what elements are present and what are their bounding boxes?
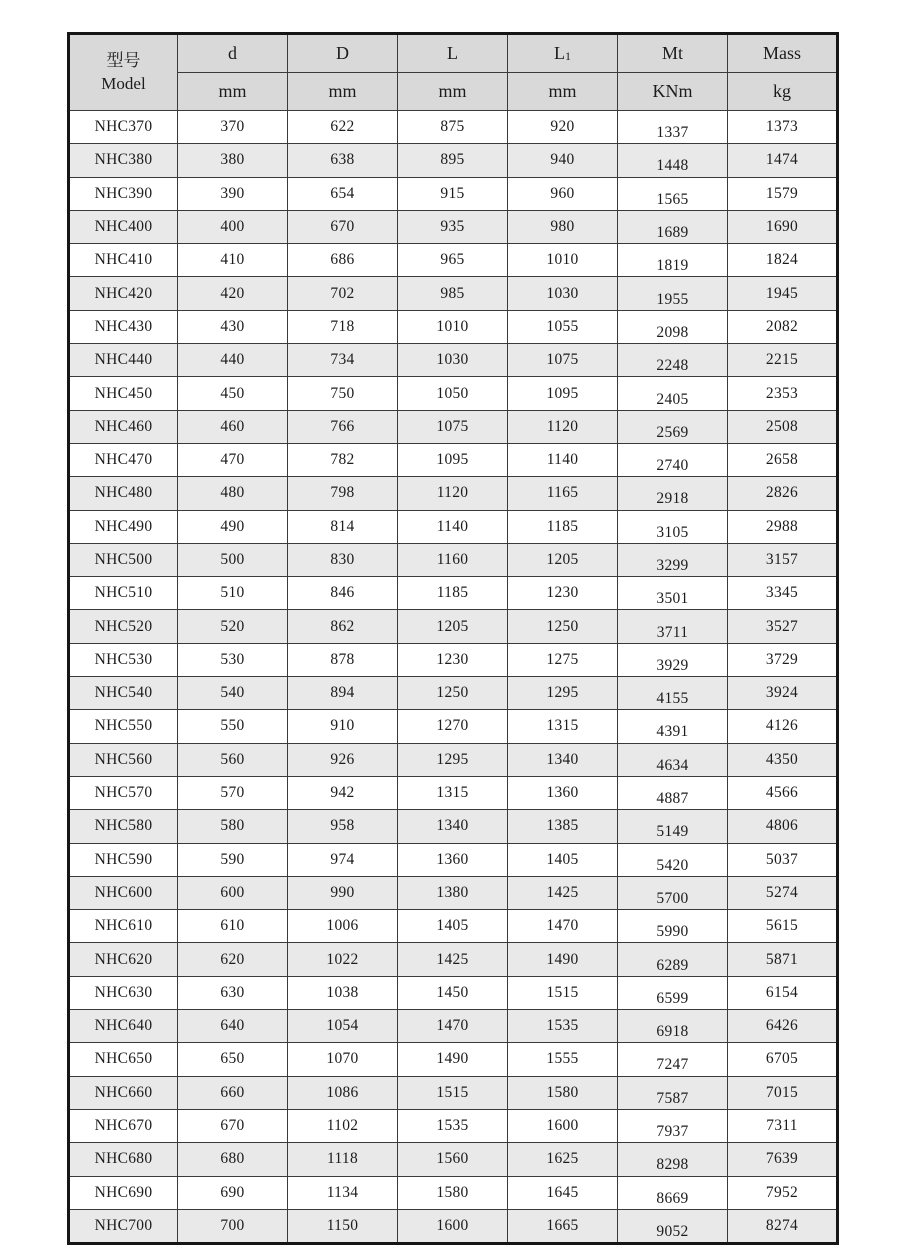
model-cell: NHC660: [69, 1076, 178, 1109]
model-cell: NHC700: [69, 1209, 178, 1243]
value-cell: 1185: [398, 577, 508, 610]
model-cell: NHC370: [69, 111, 178, 144]
value-cell: 1102: [288, 1109, 398, 1142]
value-cell: 1150: [288, 1209, 398, 1243]
table-row: [69, 843, 838, 876]
value-cell: 3527: [728, 610, 838, 643]
table-row: [69, 610, 838, 643]
value-cell: 1205: [508, 543, 618, 576]
unit-Mt: KNm: [618, 73, 728, 111]
model-cell: NHC560: [69, 743, 178, 776]
value-cell: 1337: [618, 111, 728, 144]
value-cell: 1315: [508, 710, 618, 743]
value-cell: 1579: [728, 177, 838, 210]
value-cell: 5990: [618, 910, 728, 943]
unit-D: mm: [288, 73, 398, 111]
value-cell: 1022: [288, 943, 398, 976]
value-cell: 480: [178, 477, 288, 510]
table-row: [69, 577, 838, 610]
value-cell: 4126: [728, 710, 838, 743]
value-cell: 1118: [288, 1143, 398, 1176]
model-cell: NHC470: [69, 443, 178, 476]
value-cell: 4887: [618, 776, 728, 809]
header-model-cn: 型号: [106, 50, 141, 70]
value-cell: 1580: [508, 1076, 618, 1109]
value-cell: 1250: [398, 677, 508, 710]
value-cell: 6154: [728, 976, 838, 1009]
value-cell: 1600: [398, 1209, 508, 1243]
value-cell: 4155: [618, 677, 728, 710]
value-cell: 814: [288, 510, 398, 543]
header-model: [69, 34, 178, 111]
model-cell: NHC610: [69, 910, 178, 943]
value-cell: 920: [508, 111, 618, 144]
table-row: [69, 443, 838, 476]
model-cell: NHC530: [69, 643, 178, 676]
value-cell: 1050: [398, 377, 508, 410]
value-cell: 7587: [618, 1076, 728, 1109]
value-cell: 1275: [508, 643, 618, 676]
model-cell: NHC540: [69, 677, 178, 710]
value-cell: 895: [398, 144, 508, 177]
value-cell: 985: [398, 277, 508, 310]
value-cell: 670: [288, 210, 398, 243]
value-cell: 1270: [398, 710, 508, 743]
model-cell: NHC460: [69, 410, 178, 443]
value-cell: 4634: [618, 743, 728, 776]
value-cell: 2658: [728, 443, 838, 476]
table-header: [69, 34, 838, 111]
value-cell: 430: [178, 310, 288, 343]
table-row: [69, 210, 838, 243]
value-cell: 7311: [728, 1109, 838, 1142]
value-cell: 470: [178, 443, 288, 476]
value-cell: 510: [178, 577, 288, 610]
value-cell: 1560: [398, 1143, 508, 1176]
value-cell: 915: [398, 177, 508, 210]
value-cell: 3501: [618, 577, 728, 610]
model-cell: NHC570: [69, 776, 178, 809]
table-row: [69, 310, 838, 343]
table-row: [69, 1109, 838, 1142]
value-cell: 570: [178, 776, 288, 809]
value-cell: 5149: [618, 810, 728, 843]
value-cell: 1405: [508, 843, 618, 876]
value-cell: 6918: [618, 1010, 728, 1043]
value-cell: 9052: [618, 1209, 728, 1243]
value-cell: 5700: [618, 876, 728, 909]
value-cell: 1665: [508, 1209, 618, 1243]
value-cell: 1645: [508, 1176, 618, 1209]
table-row: [69, 410, 838, 443]
value-cell: 640: [178, 1010, 288, 1043]
model-cell: NHC500: [69, 543, 178, 576]
value-cell: 1425: [398, 943, 508, 976]
model-cell: NHC590: [69, 843, 178, 876]
table-row: [69, 776, 838, 809]
value-cell: 1205: [398, 610, 508, 643]
table-row: [69, 144, 838, 177]
table-body: [69, 111, 838, 1244]
value-cell: 1450: [398, 976, 508, 1009]
value-cell: 782: [288, 443, 398, 476]
value-cell: 974: [288, 843, 398, 876]
table-row: [69, 910, 838, 943]
table-row: [69, 1143, 838, 1176]
value-cell: 530: [178, 643, 288, 676]
model-cell: NHC430: [69, 310, 178, 343]
value-cell: 1250: [508, 610, 618, 643]
model-cell: NHC520: [69, 610, 178, 643]
value-cell: 5037: [728, 843, 838, 876]
table-row: [69, 1010, 838, 1043]
value-cell: 846: [288, 577, 398, 610]
value-cell: 926: [288, 743, 398, 776]
value-cell: 3345: [728, 577, 838, 610]
value-cell: 1490: [508, 943, 618, 976]
model-cell: NHC440: [69, 344, 178, 377]
value-cell: 7639: [728, 1143, 838, 1176]
value-cell: 7247: [618, 1043, 728, 1076]
value-cell: 610: [178, 910, 288, 943]
value-cell: 958: [288, 810, 398, 843]
value-cell: 1373: [728, 111, 838, 144]
model-cell: NHC380: [69, 144, 178, 177]
value-cell: 520: [178, 610, 288, 643]
value-cell: 5420: [618, 843, 728, 876]
value-cell: 1140: [508, 443, 618, 476]
value-cell: 1555: [508, 1043, 618, 1076]
model-cell: NHC400: [69, 210, 178, 243]
table-row: [69, 344, 838, 377]
value-cell: 4391: [618, 710, 728, 743]
table-row: [69, 477, 838, 510]
value-cell: 3105: [618, 510, 728, 543]
value-cell: 400: [178, 210, 288, 243]
value-cell: 2988: [728, 510, 838, 543]
value-cell: 3157: [728, 543, 838, 576]
value-cell: 1425: [508, 876, 618, 909]
value-cell: 2918: [618, 477, 728, 510]
value-cell: 600: [178, 876, 288, 909]
value-cell: 1470: [398, 1010, 508, 1043]
value-cell: 670: [178, 1109, 288, 1142]
value-cell: 5615: [728, 910, 838, 943]
value-cell: 702: [288, 277, 398, 310]
value-cell: 1160: [398, 543, 508, 576]
model-cell: NHC510: [69, 577, 178, 610]
value-cell: 6705: [728, 1043, 838, 1076]
value-cell: 630: [178, 976, 288, 1009]
value-cell: 620: [178, 943, 288, 976]
value-cell: 540: [178, 677, 288, 710]
value-cell: 2098: [618, 310, 728, 343]
table-row: [69, 244, 838, 277]
value-cell: 1360: [398, 843, 508, 876]
value-cell: 1095: [398, 443, 508, 476]
value-cell: 1690: [728, 210, 838, 243]
value-cell: 4350: [728, 743, 838, 776]
model-cell: NHC490: [69, 510, 178, 543]
table-row: [69, 1043, 838, 1076]
spec-table: [67, 32, 839, 1245]
table-row: [69, 177, 838, 210]
value-cell: 6426: [728, 1010, 838, 1043]
value-cell: 878: [288, 643, 398, 676]
value-cell: 1230: [398, 643, 508, 676]
unit-L: mm: [398, 73, 508, 111]
model-cell: NHC620: [69, 943, 178, 976]
value-cell: 910: [288, 710, 398, 743]
value-cell: 2569: [618, 410, 728, 443]
value-cell: 390: [178, 177, 288, 210]
model-cell: NHC600: [69, 876, 178, 909]
header-col-L: L: [398, 34, 508, 73]
value-cell: 2353: [728, 377, 838, 410]
value-cell: 1010: [508, 244, 618, 277]
value-cell: 3299: [618, 543, 728, 576]
value-cell: 7937: [618, 1109, 728, 1142]
value-cell: 2405: [618, 377, 728, 410]
value-cell: 1120: [508, 410, 618, 443]
value-cell: 686: [288, 244, 398, 277]
value-cell: 1315: [398, 776, 508, 809]
value-cell: 1185: [508, 510, 618, 543]
value-cell: 7015: [728, 1076, 838, 1109]
table-row: [69, 111, 838, 144]
table-row: [69, 976, 838, 1009]
value-cell: 560: [178, 743, 288, 776]
model-cell: NHC390: [69, 177, 178, 210]
value-cell: 1054: [288, 1010, 398, 1043]
value-cell: 1055: [508, 310, 618, 343]
value-cell: 1515: [508, 976, 618, 1009]
header-col-d: d: [178, 34, 288, 73]
value-cell: 1030: [508, 277, 618, 310]
value-cell: 1030: [398, 344, 508, 377]
value-cell: 490: [178, 510, 288, 543]
unit-L1: mm: [508, 73, 618, 111]
table-row: [69, 1209, 838, 1243]
value-cell: 2508: [728, 410, 838, 443]
value-cell: 3711: [618, 610, 728, 643]
model-cell: NHC480: [69, 477, 178, 510]
model-cell: NHC580: [69, 810, 178, 843]
table-row: [69, 876, 838, 909]
value-cell: 2826: [728, 477, 838, 510]
value-cell: 1165: [508, 477, 618, 510]
value-cell: 1490: [398, 1043, 508, 1076]
value-cell: 370: [178, 111, 288, 144]
table-row: [69, 510, 838, 543]
value-cell: 590: [178, 843, 288, 876]
value-cell: 1535: [398, 1109, 508, 1142]
table-row: [69, 277, 838, 310]
model-cell: NHC650: [69, 1043, 178, 1076]
value-cell: 1134: [288, 1176, 398, 1209]
value-cell: 1360: [508, 776, 618, 809]
value-cell: 750: [288, 377, 398, 410]
model-cell: NHC640: [69, 1010, 178, 1043]
value-cell: 1470: [508, 910, 618, 943]
value-cell: 1600: [508, 1109, 618, 1142]
model-cell: NHC680: [69, 1143, 178, 1176]
value-cell: 1295: [508, 677, 618, 710]
value-cell: 1086: [288, 1076, 398, 1109]
value-cell: 960: [508, 177, 618, 210]
value-cell: 650: [178, 1043, 288, 1076]
value-cell: 894: [288, 677, 398, 710]
value-cell: 660: [178, 1076, 288, 1109]
header-col-L1: $L_1$: [508, 34, 618, 73]
table-row: [69, 1176, 838, 1209]
value-cell: 1380: [398, 876, 508, 909]
value-cell: 3924: [728, 677, 838, 710]
table-row: [69, 743, 838, 776]
value-cell: 7952: [728, 1176, 838, 1209]
value-cell: 734: [288, 344, 398, 377]
value-cell: 1474: [728, 144, 838, 177]
value-cell: 460: [178, 410, 288, 443]
table-row: [69, 643, 838, 676]
value-cell: 1565: [618, 177, 728, 210]
table-row: [69, 710, 838, 743]
table-row: [69, 377, 838, 410]
value-cell: 5871: [728, 943, 838, 976]
value-cell: 410: [178, 244, 288, 277]
value-cell: 935: [398, 210, 508, 243]
value-cell: 1120: [398, 477, 508, 510]
value-cell: 550: [178, 710, 288, 743]
value-cell: 4806: [728, 810, 838, 843]
value-cell: 980: [508, 210, 618, 243]
unit-d: mm: [178, 73, 288, 111]
value-cell: 1580: [398, 1176, 508, 1209]
value-cell: 1340: [398, 810, 508, 843]
value-cell: 8274: [728, 1209, 838, 1243]
value-cell: 8669: [618, 1176, 728, 1209]
value-cell: 1010: [398, 310, 508, 343]
value-cell: 1819: [618, 244, 728, 277]
value-cell: 1625: [508, 1143, 618, 1176]
value-cell: 718: [288, 310, 398, 343]
value-cell: 1095: [508, 377, 618, 410]
value-cell: 1075: [508, 344, 618, 377]
value-cell: 500: [178, 543, 288, 576]
value-cell: 1515: [398, 1076, 508, 1109]
value-cell: 1448: [618, 144, 728, 177]
value-cell: 990: [288, 876, 398, 909]
value-cell: 940: [508, 144, 618, 177]
unit-Mass: kg: [728, 73, 838, 111]
table-row: [69, 810, 838, 843]
value-cell: 2082: [728, 310, 838, 343]
value-cell: 1824: [728, 244, 838, 277]
model-cell: NHC550: [69, 710, 178, 743]
value-cell: 1295: [398, 743, 508, 776]
value-cell: 1340: [508, 743, 618, 776]
value-cell: 450: [178, 377, 288, 410]
value-cell: 680: [178, 1143, 288, 1176]
value-cell: 942: [288, 776, 398, 809]
value-cell: 638: [288, 144, 398, 177]
value-cell: 862: [288, 610, 398, 643]
value-cell: 798: [288, 477, 398, 510]
model-cell: NHC420: [69, 277, 178, 310]
value-cell: 1230: [508, 577, 618, 610]
value-cell: 5274: [728, 876, 838, 909]
value-cell: 2740: [618, 443, 728, 476]
value-cell: 965: [398, 244, 508, 277]
value-cell: 1945: [728, 277, 838, 310]
value-cell: 4566: [728, 776, 838, 809]
header-col-Mt: Mt: [618, 34, 728, 73]
value-cell: 1075: [398, 410, 508, 443]
value-cell: 380: [178, 144, 288, 177]
value-cell: 2248: [618, 344, 728, 377]
value-cell: 6599: [618, 976, 728, 1009]
value-cell: 3729: [728, 643, 838, 676]
value-cell: 622: [288, 111, 398, 144]
table-row: [69, 543, 838, 576]
value-cell: 6289: [618, 943, 728, 976]
value-cell: 1070: [288, 1043, 398, 1076]
model-cell: NHC670: [69, 1109, 178, 1142]
value-cell: 2215: [728, 344, 838, 377]
value-cell: 3929: [618, 643, 728, 676]
value-cell: 830: [288, 543, 398, 576]
value-cell: 420: [178, 277, 288, 310]
value-cell: 1038: [288, 976, 398, 1009]
model-cell: NHC410: [69, 244, 178, 277]
value-cell: 580: [178, 810, 288, 843]
value-cell: 766: [288, 410, 398, 443]
value-cell: 1405: [398, 910, 508, 943]
value-cell: 1535: [508, 1010, 618, 1043]
value-cell: 1689: [618, 210, 728, 243]
value-cell: 1385: [508, 810, 618, 843]
header-col-D: D: [288, 34, 398, 73]
table-row: [69, 943, 838, 976]
value-cell: 700: [178, 1209, 288, 1243]
table-row: [69, 1076, 838, 1109]
value-cell: 1955: [618, 277, 728, 310]
model-cell: NHC450: [69, 377, 178, 410]
model-cell: NHC690: [69, 1176, 178, 1209]
header-col-Mass: Mass: [728, 34, 838, 73]
value-cell: 440: [178, 344, 288, 377]
header-model-en: Model: [101, 73, 146, 93]
model-cell: NHC630: [69, 976, 178, 1009]
table-row: [69, 677, 838, 710]
value-cell: 690: [178, 1176, 288, 1209]
value-cell: 1140: [398, 510, 508, 543]
value-cell: 1006: [288, 910, 398, 943]
value-cell: 8298: [618, 1143, 728, 1176]
value-cell: 875: [398, 111, 508, 144]
value-cell: 654: [288, 177, 398, 210]
